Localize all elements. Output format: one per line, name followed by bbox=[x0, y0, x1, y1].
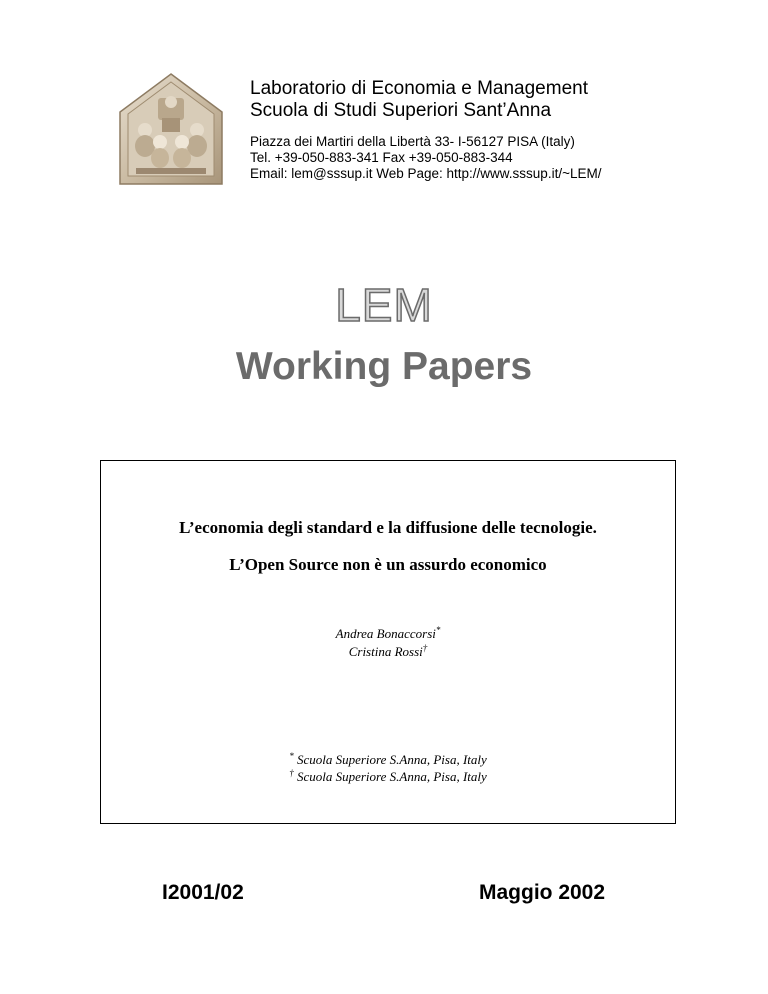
relief-sculpture-logo bbox=[118, 72, 224, 186]
author bbox=[101, 643, 675, 661]
affiliation-list bbox=[101, 751, 675, 785]
paper-info-box bbox=[100, 460, 676, 824]
institution-address: Piazza dei Martiri della Libertà 33- I-56127 PISA (Italy) bbox=[250, 134, 575, 149]
institution-email-web: Email: lem@sssup.it Web Page: http://www.sssup.it/~LEM/ bbox=[250, 166, 602, 181]
paper-number: I2001/02 bbox=[162, 881, 244, 904]
author-footnote-mark: * bbox=[435, 625, 441, 635]
affiliation-text: Scuola Superiore S.Anna, Pisa, Italy bbox=[296, 769, 487, 784]
institution-header bbox=[250, 78, 720, 182]
paper-title-line1: L’economia degli standard e la diffusione delle tecnologie. bbox=[179, 518, 597, 537]
institution-name-line1: Laboratorio di Economia e Management bbox=[250, 78, 588, 99]
institution-contact bbox=[250, 134, 720, 182]
affiliation bbox=[101, 768, 675, 785]
paper-date: Maggio 2002 bbox=[479, 881, 606, 904]
affiliation-footnote-mark: † bbox=[289, 768, 294, 778]
author-name: Cristina Rossi bbox=[348, 644, 423, 659]
affiliation bbox=[101, 751, 675, 768]
paper-title-line2: L’Open Source non è un assurdo economico bbox=[229, 555, 547, 574]
series-abbreviation: LEM bbox=[335, 279, 433, 331]
affiliation-footnote-mark: * bbox=[289, 751, 294, 761]
author-name: Andrea Bonaccorsi bbox=[335, 626, 436, 641]
affiliation-text: Scuola Superiore S.Anna, Pisa, Italy bbox=[296, 752, 487, 767]
author-footnote-mark: † bbox=[422, 643, 428, 653]
institution-phone-fax: Tel. +39-050-883-341 Fax +39-050-883-344 bbox=[250, 150, 513, 165]
series-name: Working Papers bbox=[235, 345, 533, 388]
author bbox=[101, 625, 675, 643]
author-list bbox=[101, 625, 675, 661]
institution-name-line2: Scuola di Studi Superiori Sant’Anna bbox=[250, 100, 552, 121]
